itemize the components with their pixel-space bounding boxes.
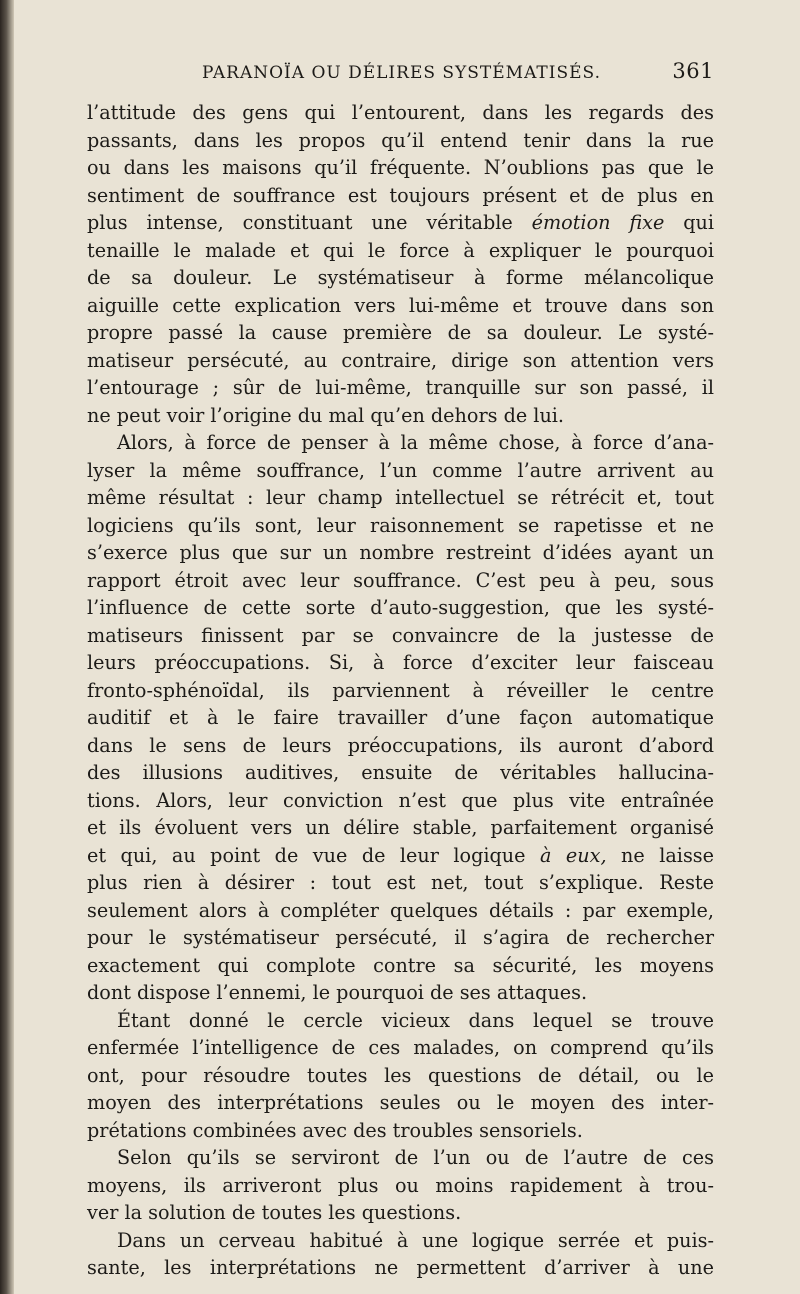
text-line: tenaille le malade et qui le force à expliquer le pourquoi [87, 238, 714, 262]
text-segment: plus intense, constituant une véritable [87, 211, 513, 234]
text-line: logiciens qu’ils sont, leur raisonnement se rapetisse et ne [87, 513, 714, 537]
text-line: enfermée l’intelligence de ces malades, on comprend qu’ils [87, 1036, 714, 1059]
text-segment: qui [683, 211, 714, 234]
text-line: des illusions auditives, ensuite de véritables hallucina- [87, 761, 714, 784]
text-line: l’attitude des gens qui l’entourent, dans les regards des [87, 101, 714, 124]
page-header [87, 55, 714, 89]
text-line: ou dans les maisons qu’il fréquente. N’oublions pas que le [87, 156, 714, 179]
text-line [87, 209, 714, 237]
italic-term: à eux, [540, 843, 607, 867]
text-line: moyens, ils arriveront plus ou moins rapidement à trou- [87, 1173, 714, 1197]
text-line: ver la solution de toutes les questions. [87, 1201, 462, 1224]
text-line: de sa douleur. Le systématiseur à forme mélancolique [87, 266, 714, 289]
text-line: pour le systématiseur persécuté, il s’agira de rechercher [87, 926, 714, 949]
text-line: matiseur persécuté, au contraire, dirige son attention vers [87, 348, 714, 372]
text-line: s’exerce plus que sur un nombre restreint d’idées ayant un [87, 541, 714, 564]
text-line: plus rien à désirer : tout est net, tout s’explique. Reste [87, 871, 714, 894]
body-text [87, 99, 714, 1282]
paragraph-first-line: Alors, à force de penser à la même chose, à force d’ana- [117, 431, 714, 454]
text-line: leurs préoccupations. Si, à force d’exciter leur faisceau [87, 651, 714, 674]
text-segment: ne laisse [621, 843, 714, 867]
text-line: l’entourage ; sûr de lui-même, tranquille sur son passé, il [87, 376, 714, 399]
paragraph-first-line: Étant donné le cercle vicieux dans lequel se trouve [117, 1008, 714, 1032]
page-number: 361 [672, 59, 714, 83]
book-page [87, 55, 714, 1282]
text-line: rapport étroit avec leur souffrance. C’est peu à peu, sous [87, 568, 714, 592]
text-line: ne peut voir l’origine du mal qu’en dehors de lui. [87, 403, 565, 427]
text-line: moyen des interprétations seules ou le moyen des inter- [87, 1091, 714, 1114]
text-line: et ils évoluent vers un délire stable, parfaitement organisé [87, 816, 714, 839]
running-title: PARANOÏA OU DÉLIRES SYSTÉMATISÉS. [202, 63, 601, 83]
paragraph-first-line: Selon qu’ils se serviront de l’un ou de l’autre de ces [117, 1146, 714, 1169]
italic-term: émotion fixe [531, 211, 665, 234]
text-line [87, 842, 714, 870]
text-line: fronto-sphénoïdal, ils parviennent à réveiller le centre [87, 678, 714, 702]
paragraph-first-line: Dans un cerveau habitué à une logique serrée et puis- [117, 1228, 714, 1252]
text-line: propre passé la cause première de sa douleur. Le systé- [87, 321, 714, 344]
text-line: lyser la même souffrance, l’un comme l’autre arrivent au [87, 458, 714, 482]
text-line: matiseurs finissent par se convaincre de la justesse de [87, 623, 714, 647]
text-segment: et qui, au point de vue de leur logique [87, 843, 526, 867]
text-line: dont dispose l’ennemi, le pourquoi de ses attaques. [87, 981, 588, 1004]
text-line: aiguille cette explication vers lui-même et trouve dans son [87, 293, 714, 317]
text-line: tions. Alors, leur conviction n’est que plus vite entraînée [87, 788, 714, 812]
text-line: exactement qui complote contre sa sécurité, les moyens [87, 953, 714, 977]
text-line: sante, les interprétations ne permettent d’arriver à une [87, 1256, 714, 1279]
book-binding-edge [0, 0, 14, 1294]
text-line: prétations combinées avec des troubles sensoriels. [87, 1118, 583, 1142]
text-line: sentiment de souffrance est toujours présent et de plus en [87, 183, 714, 207]
text-line: ont, pour résoudre toutes les questions de détail, ou le [87, 1063, 714, 1087]
text-line: l’influence de cette sorte d’auto-suggestion, que les systé- [87, 596, 714, 619]
text-line: auditif et à le faire travailler d’une façon automatique [87, 706, 714, 729]
text-line: dans le sens de leurs préoccupations, ils auront d’abord [87, 733, 714, 757]
text-line: même résultat : leur champ intellectuel se rétrécit et, tout [87, 486, 714, 509]
text-line: seulement alors à compléter quelques détails : par exemple, [87, 898, 714, 922]
text-line: passants, dans les propos qu’il entend tenir dans la rue [87, 128, 714, 152]
